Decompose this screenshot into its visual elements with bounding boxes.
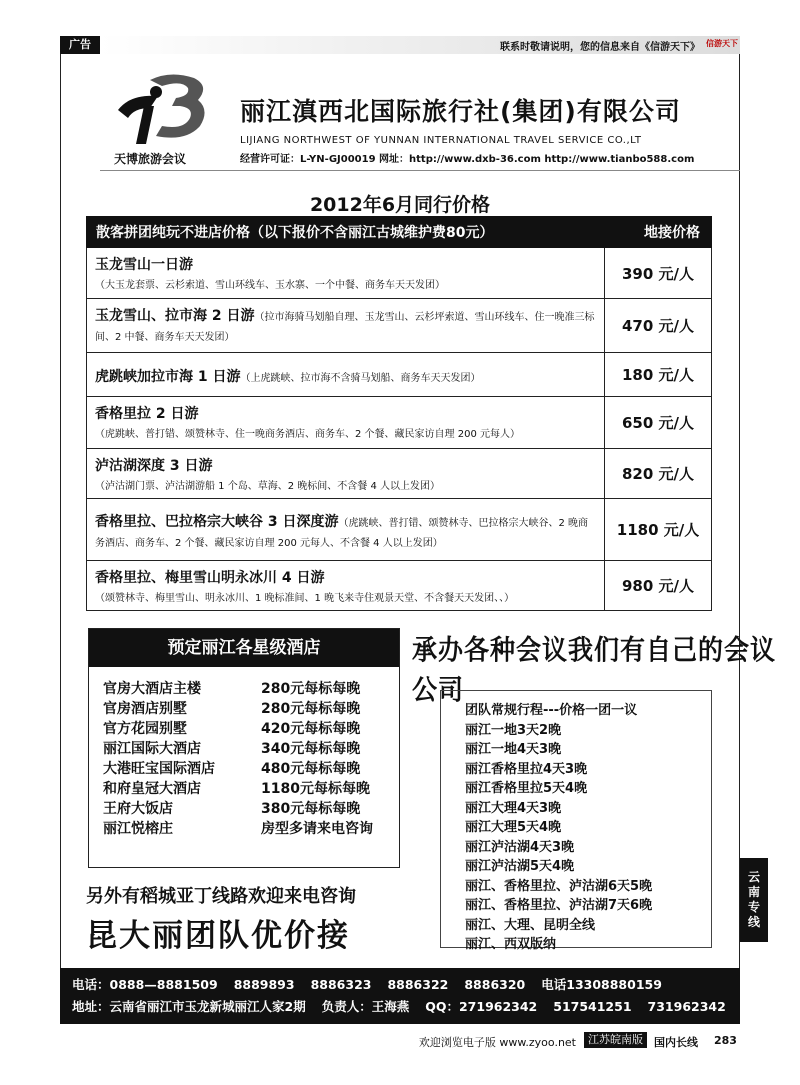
hotel-name: 官方花园别墅 — [103, 721, 187, 737]
table-row — [87, 560, 711, 610]
table-row — [87, 448, 711, 498]
phone-label: 电话：0888—8881509 — [72, 977, 218, 992]
qq-number-3: 731962342 — [647, 999, 726, 1014]
license-and-website: 经营许可证：L-YN-GJ00019 网址：http://www.dxb-36.com http://www.tianbo588.com — [240, 154, 695, 165]
tour-name: 香格里拉、梅里雪山明永冰川 4 日游 — [95, 570, 325, 586]
ad-label: 广告 — [60, 36, 100, 54]
edition-tag: 江苏皖南版 — [584, 1032, 647, 1048]
list-item: 丽江一地3天2晚 — [465, 722, 562, 738]
company-name-cn: 丽江滇西北国际旅行社(集团)有限公司 — [240, 97, 681, 126]
tour-name: 玉龙雪山一日游 — [95, 257, 193, 273]
list-item: 丽江大理4天3晚 — [465, 800, 562, 816]
hotel-price: 420元每标每晚 — [261, 721, 361, 737]
list-item: 丽江、大理、昆明全线 — [465, 917, 596, 933]
tour-price: 180 元/人 — [621, 366, 694, 384]
price-table-header — [86, 216, 712, 248]
tour-desc: （颂赞林寺、梅里雪山、明永冰川、1 晚标准间、1 晚飞来寺住观景天堂、不含餐天天发团、、） — [95, 593, 515, 604]
side-tab-label: 云南专线 — [747, 870, 760, 929]
list-item — [103, 679, 399, 699]
brand-name: 天博旅游会议 — [114, 152, 187, 166]
tour-desc: （虎跳峡、普打错、颂赞林寺、住一晚商务酒店、商务车、2 个餐、藏民家访自理 200 元每人） — [95, 429, 520, 440]
conference-slogan: 承办各种会议我们有自己的会议公司 — [412, 633, 777, 706]
contact-footer — [60, 968, 740, 1024]
hotel-price: 280元每标每晚 — [261, 681, 361, 697]
list-item: 丽江、香格里拉、泸沽湖7天6晚 — [465, 898, 653, 913]
hotel-name: 丽江国际大酒店 — [103, 741, 201, 757]
qq-number-2: 517541251 — [553, 999, 632, 1014]
side-tab — [740, 858, 768, 942]
table-row — [87, 498, 711, 560]
extra-line-2: 昆大丽团队优价接 — [86, 918, 350, 954]
section-label: 国内长线 — [654, 1036, 698, 1049]
table-row — [87, 298, 711, 352]
list-item — [103, 739, 399, 759]
hotel-title: 预定丽江各星级酒店 — [89, 629, 399, 667]
tour-price: 470 元/人 — [621, 317, 694, 335]
tour-name: 虎跳峡加拉市海 1 日游 — [95, 368, 241, 385]
tour-name: 泸沽湖深度 3 日游 — [95, 458, 213, 474]
hotel-name: 和府皇冠大酒店 — [103, 781, 201, 797]
tour-name: 香格里拉、巴拉格宗大峡谷 3 日深度游 — [95, 514, 339, 530]
list-item: 丽江泸沽湖5天4晚 — [465, 859, 575, 874]
hotel-price: 房型多请来电咨询 — [261, 821, 373, 837]
list-item — [103, 779, 399, 799]
tour-price: 650 元/人 — [621, 414, 694, 432]
route-heading: 团队常规行程---价格一团一议 — [465, 703, 638, 718]
list-item — [103, 719, 399, 739]
hotel-box — [88, 628, 400, 868]
hotel-name: 官房酒店别墅 — [103, 701, 187, 717]
list-item: 丽江一地4天3晚 — [465, 742, 562, 757]
route-box — [440, 690, 712, 952]
list-item: 丽江香格里拉5天4晚 — [465, 781, 588, 796]
phone-number: 8886322 — [387, 977, 449, 992]
tour-desc: （上虎跳峡、拉市海不含骑马划船、商务车天天发团） — [240, 372, 481, 384]
hotel-price: 480元每标每晚 — [261, 761, 361, 777]
list-item: 丽江、西双版纳 — [465, 937, 557, 952]
qq-number: QQ：271962342 — [425, 999, 538, 1014]
browse-note: 欢迎浏览电子版 www.zyoo.net — [418, 1036, 576, 1049]
tour-name: 玉龙雪山、拉市海 2 日游 — [95, 308, 255, 324]
extra-line-1: 另外有稻城亚丁线路欢迎来电咨询 — [86, 886, 356, 907]
hotel-list — [89, 667, 399, 839]
tour-price: 390 元/人 — [621, 264, 694, 283]
list-item — [103, 799, 399, 819]
price-table — [86, 248, 712, 611]
hotel-name: 大港旺宝国际酒店 — [103, 761, 215, 777]
list-item: 丽江大理5天4晚 — [465, 820, 562, 835]
company-name-en: LIJIANG NORTHWEST OF YUNNAN INTERNATIONAL TRAVEL SERVICE CO.,LT — [240, 135, 642, 146]
mobile-number: 电话13308880159 — [541, 977, 662, 992]
header-right-label: 地接价格 — [644, 225, 700, 241]
list-item: 丽江香格里拉4天3晚 — [465, 761, 588, 777]
hotel-price: 340元每标每晚 — [261, 741, 361, 757]
table-row — [87, 352, 711, 396]
list-item — [103, 759, 399, 779]
tour-name: 香格里拉 2 日游 — [95, 406, 199, 422]
list-item — [103, 819, 399, 839]
source-note: 联系时敬请说明，您的信息来自《信游天下》 — [500, 42, 700, 53]
list-item: 丽江、香格里拉、泸沽湖6天5晚 — [465, 878, 653, 894]
contact-person: 负责人：王海燕 — [321, 999, 410, 1014]
hotel-price: 380元每标每晚 — [261, 801, 361, 817]
hotel-name: 丽江悦榕庄 — [103, 821, 173, 837]
price-title: 2012年6月同行价格 — [309, 194, 491, 216]
header-divider — [100, 170, 740, 171]
tour-desc: （大玉龙套票、云杉索道、雪山环线车、玉水寨、一个中餐、商务车天天发团） — [95, 280, 445, 291]
header-left-label: 散客拼团纯玩不进店价格（以下报价不含丽江古城维护费80元） — [96, 225, 494, 241]
hotel-price: 280元每标每晚 — [261, 701, 361, 717]
tour-price: 980 元/人 — [621, 577, 694, 595]
address: 地址：云南省丽江市玉龙新城丽江人家2期 — [72, 999, 306, 1014]
list-item: 丽江泸沽湖4天3晚 — [465, 839, 575, 855]
tour-desc: （拉市海骑马划船自理、玉龙雪山、云杉坪索道、雪山环线车、住一晚准三标间、2 中餐、商务车天天发团） — [95, 312, 595, 343]
tour-price: 1180 元/人 — [616, 521, 700, 539]
phone-number: 8886320 — [464, 977, 526, 992]
tour-desc: （虎跳峡、普打错、颂赞林寺、巴拉格宗大峡谷、2 晚商务酒店、商务车、2 个餐、藏民家访自理 200 元每人、不含餐 4 人以上发团） — [95, 518, 589, 549]
tour-desc: （泸沽湖门票、泸沽湖游船 1 个岛、草海、2 晚标间、不含餐 4 人以上发团） — [95, 481, 440, 492]
phone-number: 8889893 — [233, 977, 295, 992]
hotel-price: 1180元每标每晚 — [261, 781, 370, 797]
hotel-name: 王府大饭店 — [103, 801, 173, 817]
magazine-logo: 信游天下 — [706, 39, 738, 48]
table-row — [87, 396, 711, 448]
tour-price: 820 元/人 — [621, 465, 694, 483]
page-number: 283 — [714, 1034, 737, 1047]
hotel-name: 官房大酒店主楼 — [103, 681, 201, 697]
phone-number: 8886323 — [310, 977, 372, 992]
list-item — [103, 699, 399, 719]
table-row — [87, 248, 711, 298]
